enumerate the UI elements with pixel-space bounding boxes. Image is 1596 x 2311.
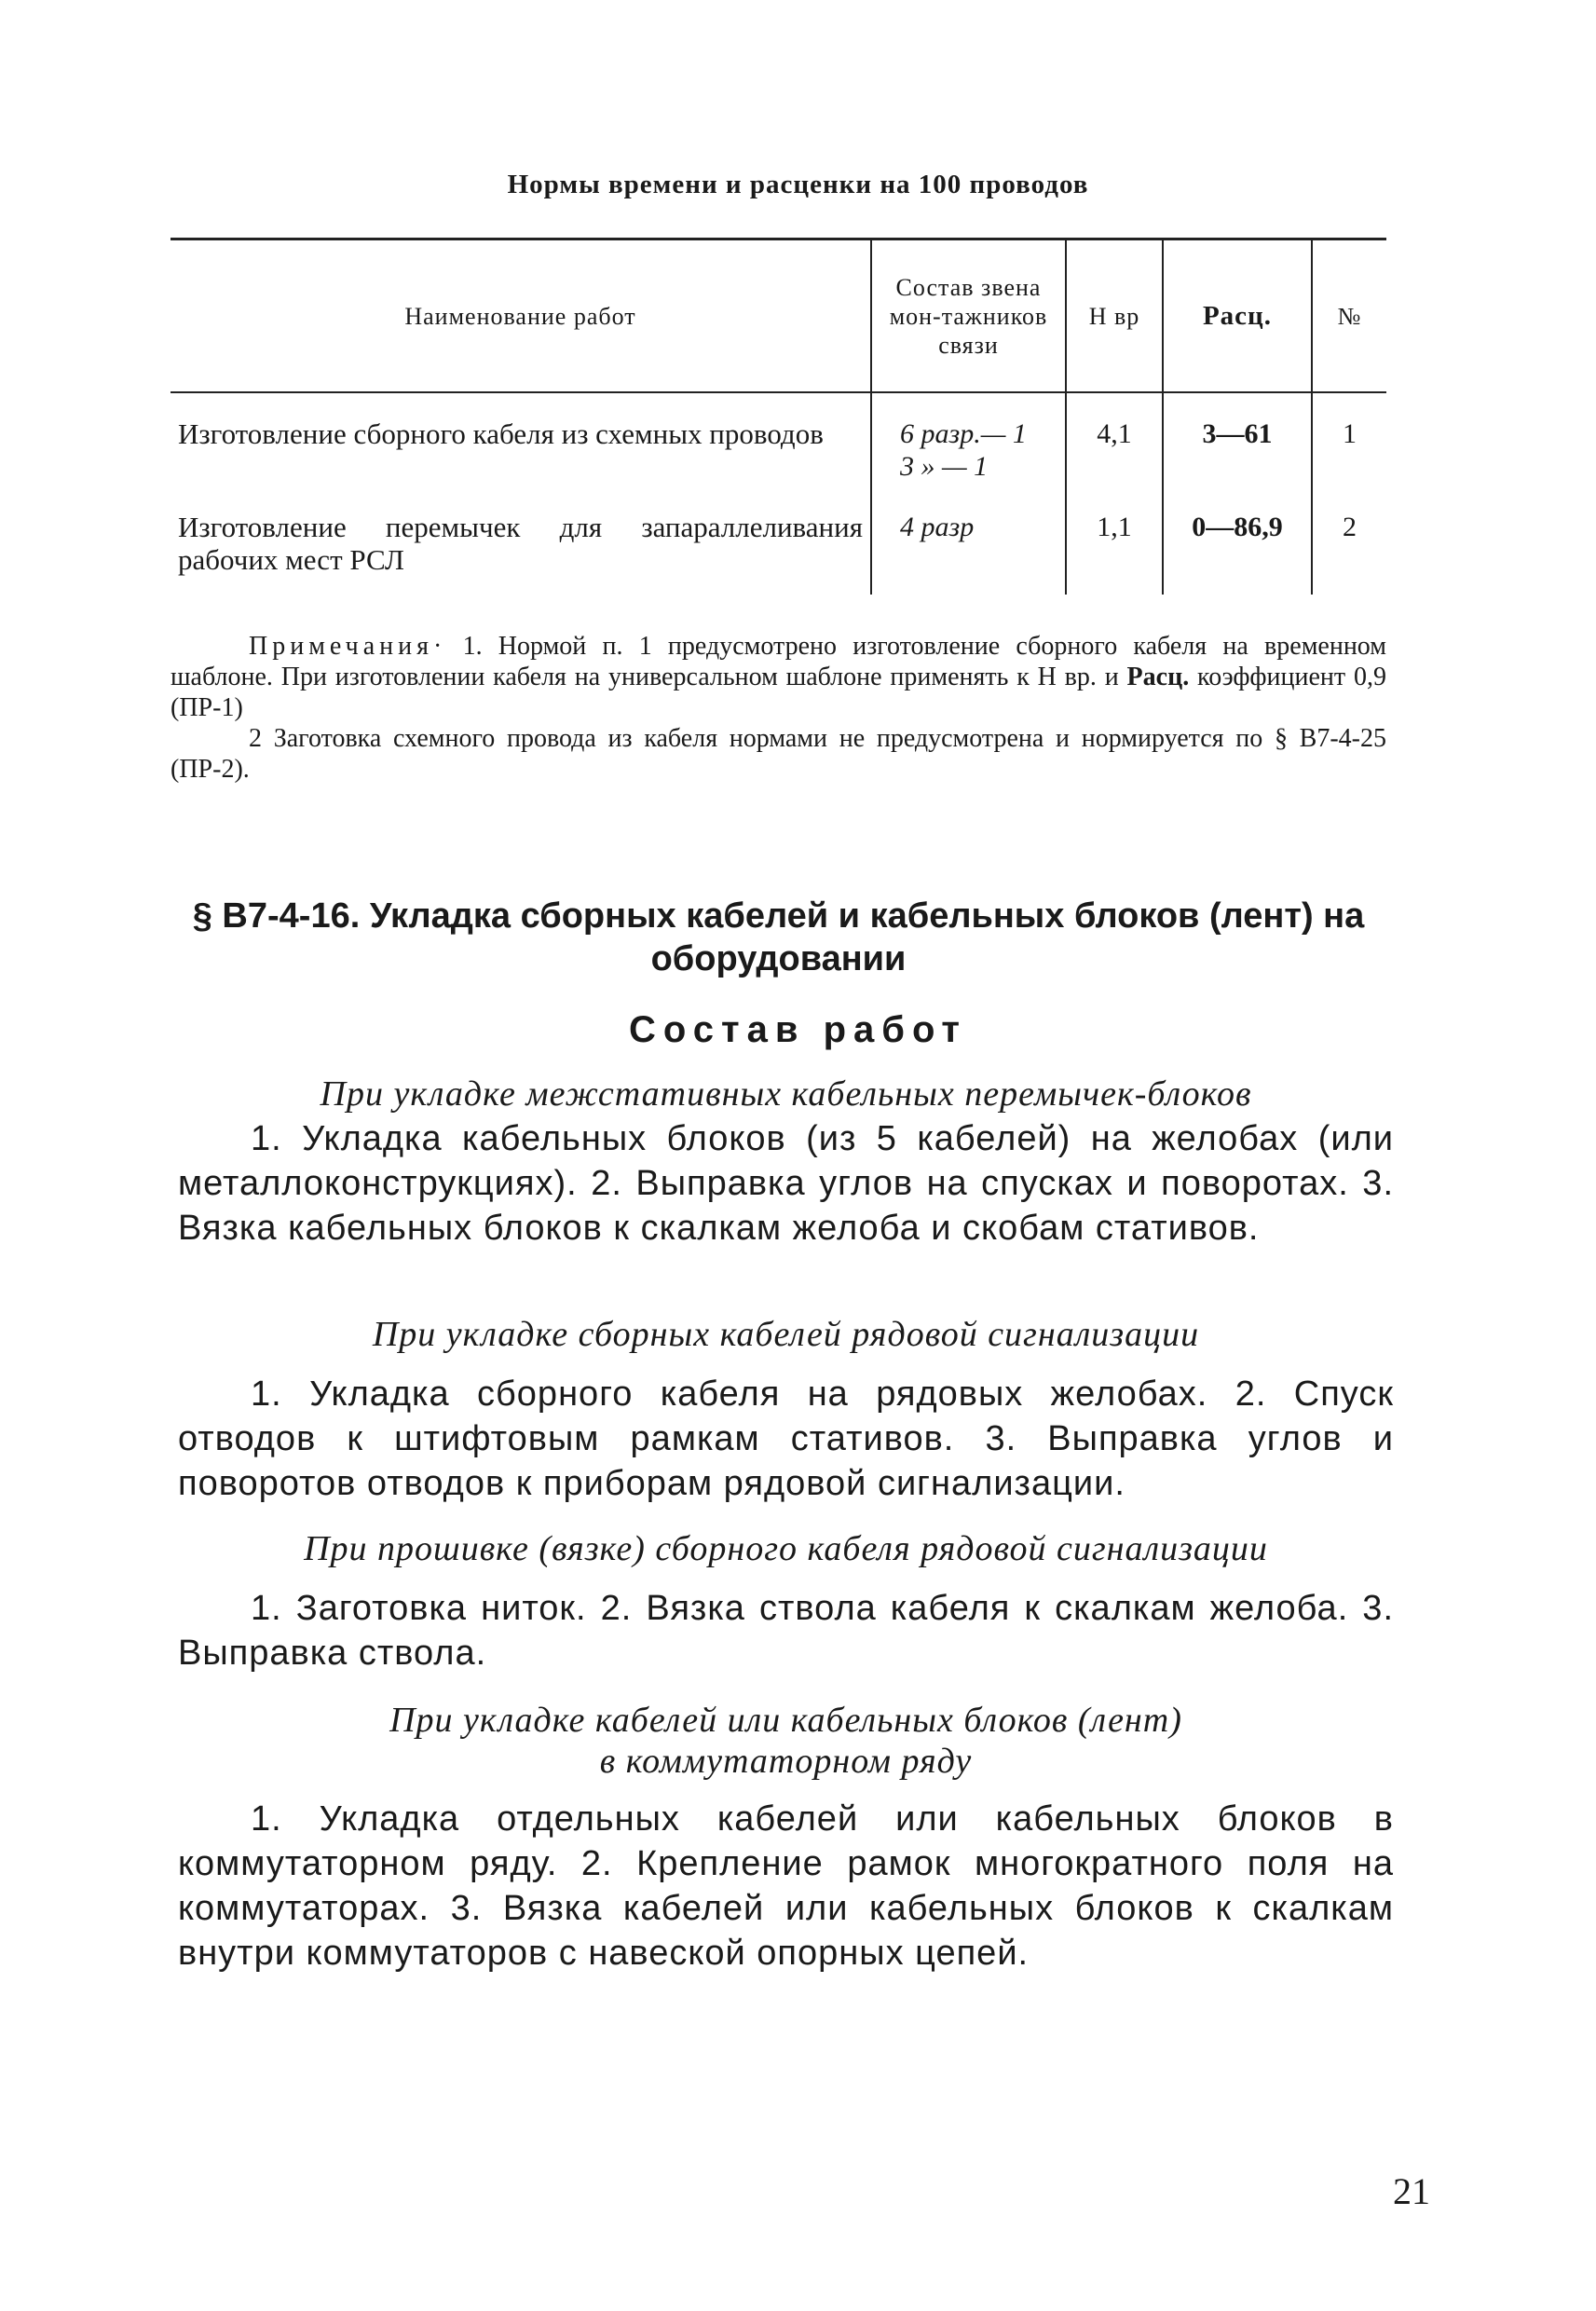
table-row xyxy=(171,392,1386,501)
note-1-rate-term: Расц. xyxy=(1126,663,1190,691)
crew-line: 6 разр.— 1 xyxy=(900,418,1027,449)
row-time-norm: 1,1 xyxy=(1066,501,1163,595)
section-subtitle: Состав работ xyxy=(629,1009,967,1050)
table-row xyxy=(171,501,1386,595)
note-2: 2 Заготовка схемного провода из кабеля нормами не предусмотрена и нормируется по § В7-4-25 (ПР-2). xyxy=(171,724,1386,784)
note-1 xyxy=(171,631,1386,723)
work-block-heading xyxy=(178,1700,1394,1782)
header-crew: Состав звена мон-тажников связи xyxy=(871,239,1066,393)
row-number: 1 xyxy=(1312,392,1386,501)
work-block-heading: При прошивке (вязке) сборного кабеля рядовой сигнализации xyxy=(304,1529,1268,1568)
table-notes xyxy=(171,631,1386,785)
work-block xyxy=(178,1312,1394,1506)
heading-line: в коммутаторном ряду xyxy=(599,1742,973,1781)
header-number: № xyxy=(1312,239,1386,393)
row-crew xyxy=(871,392,1066,501)
note-1-text-b: коэффициент 0,9 (ПР-1) xyxy=(171,663,1386,722)
header-work-name: Наименование работ xyxy=(404,302,636,330)
crew-line: 4 разр xyxy=(900,512,975,542)
row-number: 2 xyxy=(1312,501,1386,595)
work-block xyxy=(178,1072,1394,1251)
table-title: Нормы времени и расценки на 100 проводов xyxy=(507,170,1089,199)
work-block-text: 1. Укладка кабельных блоков (из 5 кабелей) на желобах (или металлоконструкциях). 2. Выправка углов на спусках и поворотах. 3. Вязка кабельных блоков к скалкам желоба и скобам стативов. xyxy=(178,1119,1394,1248)
row-work-name: Изготовление перемычек для запараллеливания рабочих мест РСЛ xyxy=(178,511,863,576)
work-block-heading: При укладке сборных кабелей рядовой сигнализации xyxy=(372,1315,1200,1354)
row-work-name: Изготовление сборного кабеля из схемных проводов xyxy=(178,417,824,450)
work-block-heading: При укладке межстативных кабельных перемычек-блоков xyxy=(320,1074,1252,1114)
table-header-row xyxy=(171,239,1386,393)
work-block xyxy=(178,1700,1394,1976)
crew-line: 3 » — 1 xyxy=(900,451,989,482)
row-rate: 0—86,9 xyxy=(1163,501,1312,595)
header-rate: Расц. xyxy=(1163,239,1312,393)
header-time-norm: Н вр xyxy=(1066,239,1163,393)
norms-table xyxy=(171,238,1386,595)
row-rate: 3—61 xyxy=(1163,392,1312,501)
section-title: § В7-4-16. Укладка сборных кабелей и кабельных блоков (лент) на оборудовании xyxy=(192,896,1365,978)
work-block-text: 1. Укладка сборного кабеля на рядовых желобах. 2. Спуск отводов к штифтовым рамкам стативов. 3. Выправка углов и поворотов отводов к приборам рядовой сигнализации. xyxy=(178,1374,1394,1503)
work-block-text: 1. Укладка отдельных кабелей или кабельных блоков в коммутаторном ряду. 2. Крепление рамок многократного поля на коммутаторах. 3. Вязка кабелей или кабельных блоков к скалкам внутри коммутаторов с навеской опорных цепей. xyxy=(178,1799,1394,1973)
notes-label: Примечания· xyxy=(249,632,447,661)
row-time-norm: 4,1 xyxy=(1066,392,1163,501)
page-number: 21 xyxy=(1393,2170,1430,2212)
row-crew xyxy=(871,501,1066,595)
note-1-text-a: 1. Нормой п. 1 предусмотрено изготовление сборного кабеля на временном шаблоне. При изготовлении кабеля на универсальном шаблоне применять к Н вр. и xyxy=(171,632,1386,691)
work-block xyxy=(178,1526,1394,1675)
work-block-text: 1. Заготовка ниток. 2. Вязка ствола кабеля к скалкам желоба. 3. Выправка ствола. xyxy=(178,1589,1394,1673)
heading-line: При укладке кабелей или кабельных блоков (лент) xyxy=(389,1701,1182,1740)
